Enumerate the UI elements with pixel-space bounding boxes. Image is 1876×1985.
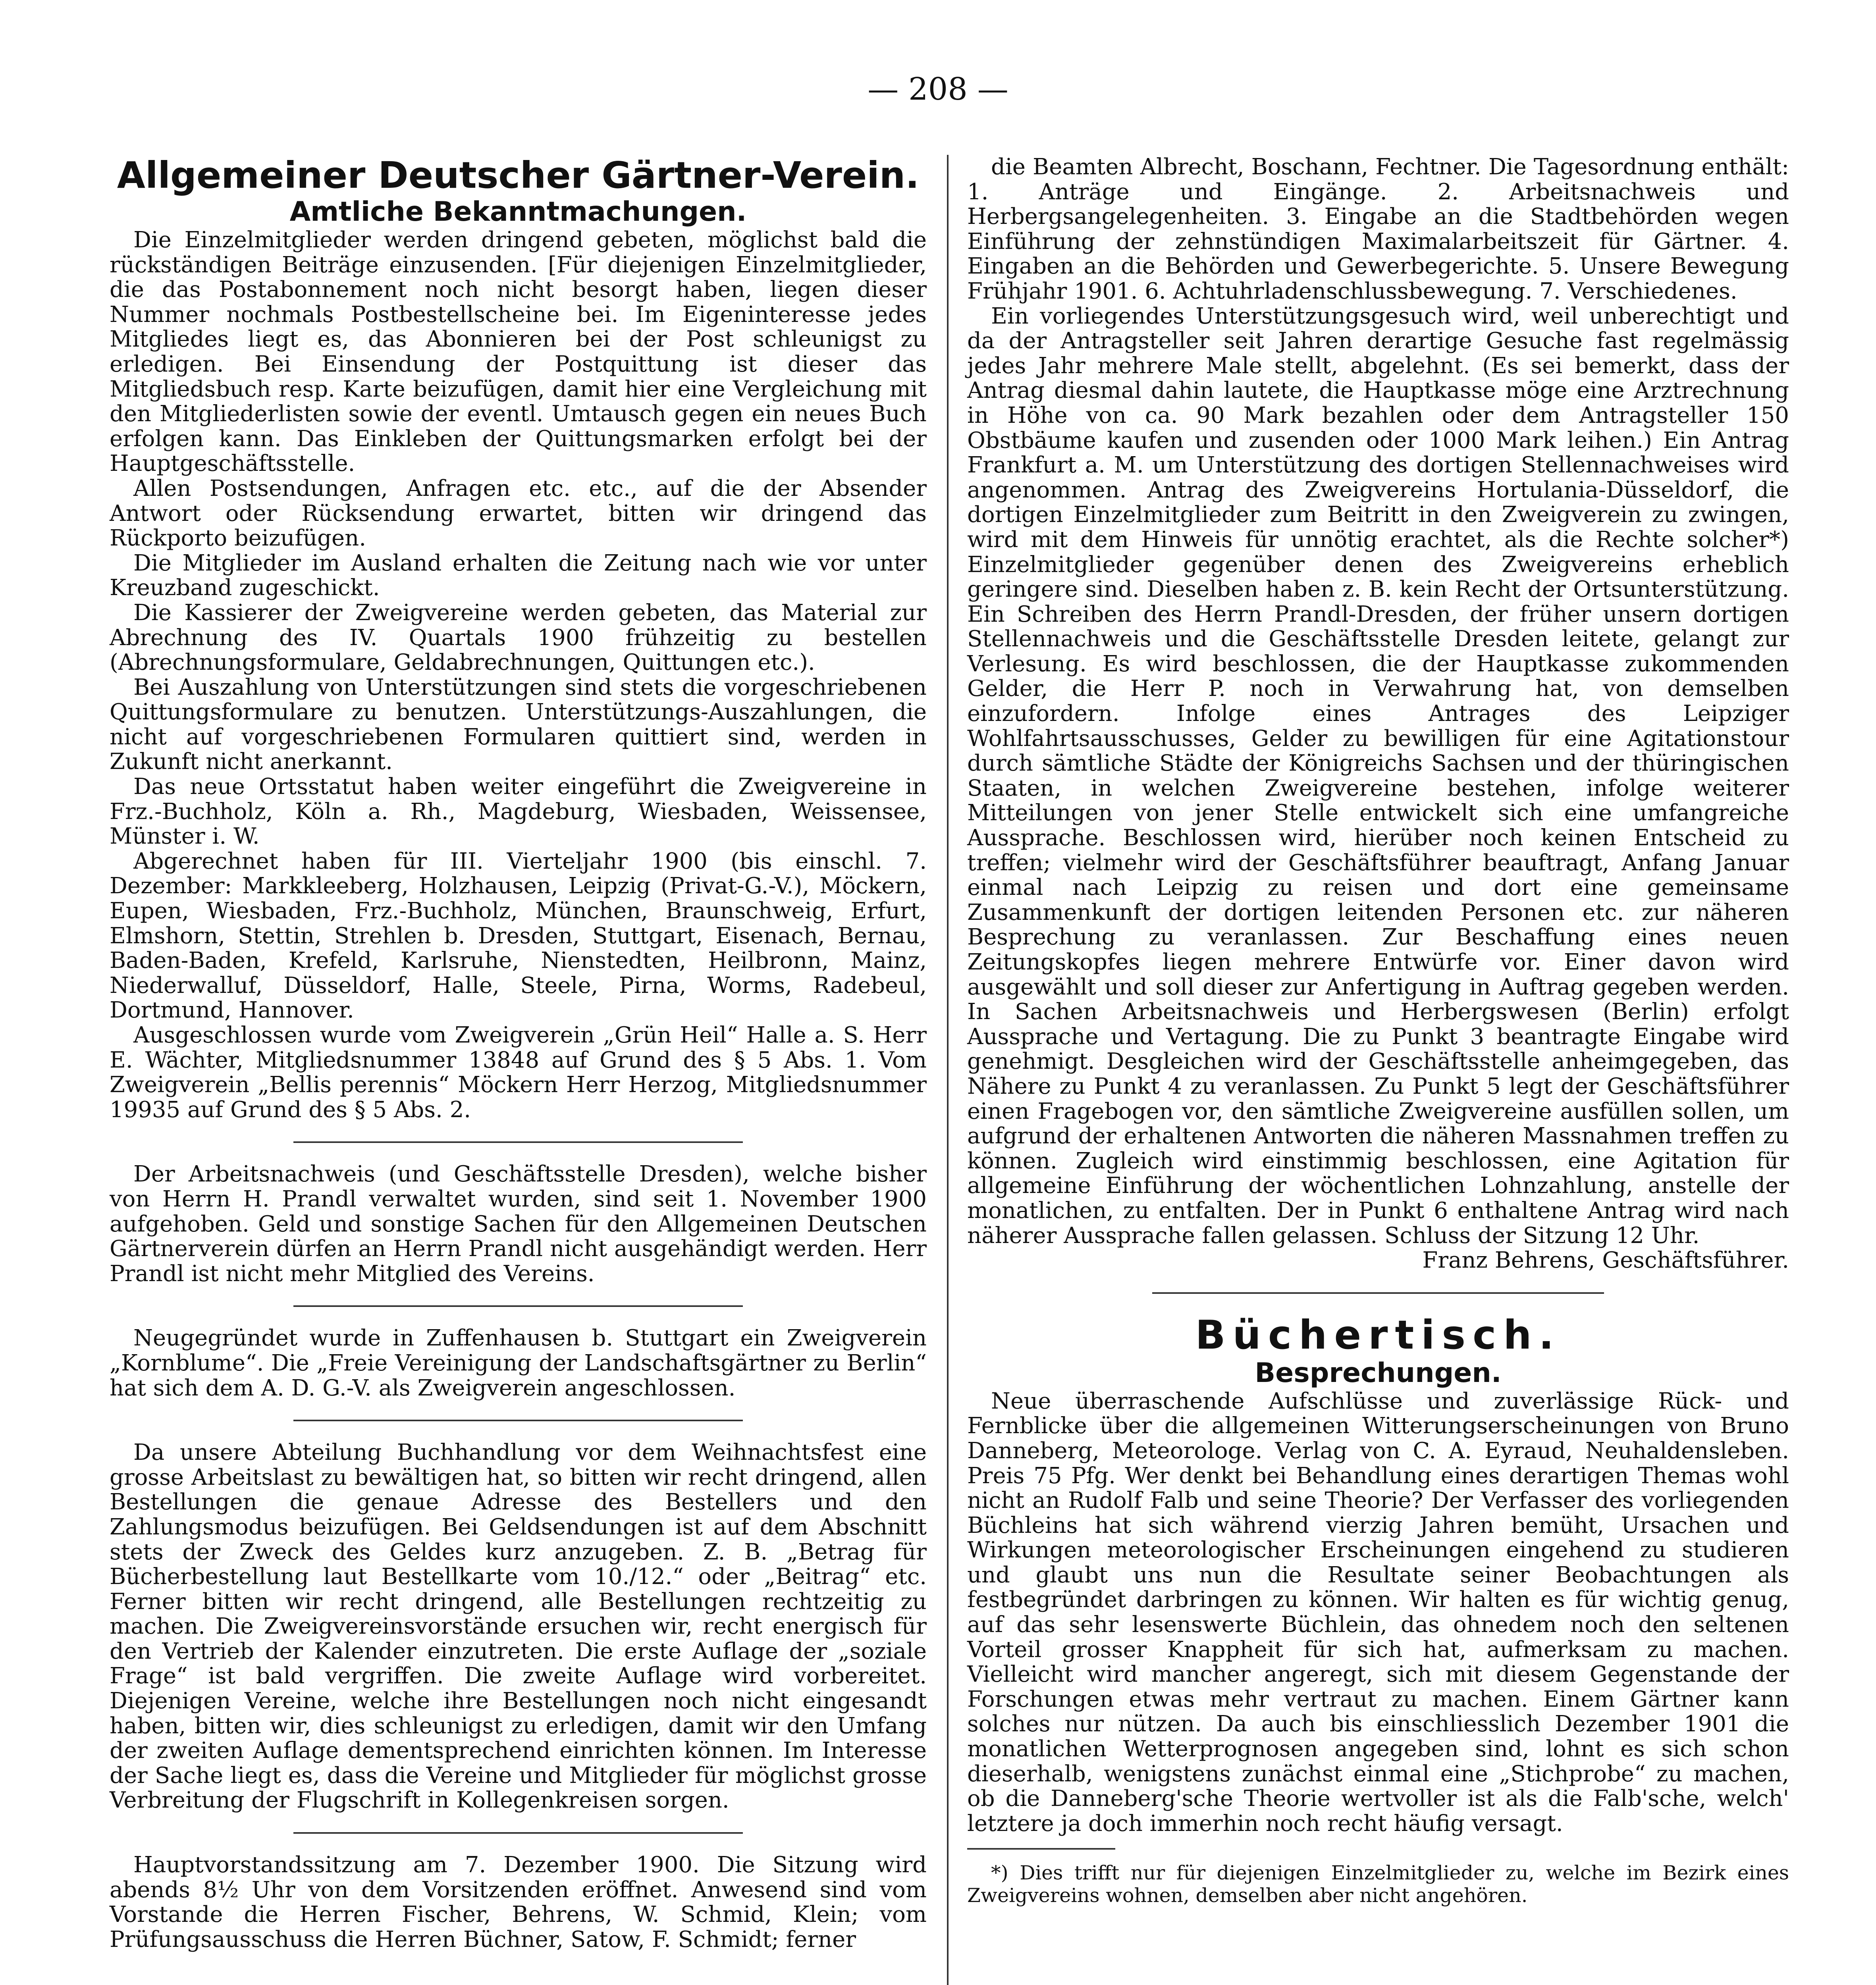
divider bbox=[293, 1141, 743, 1143]
divider bbox=[1152, 1292, 1604, 1294]
divider bbox=[293, 1832, 743, 1834]
book-review: Neue überraschende Aufschlüsse und zuverlässige Rück- und Fernblicke über die allgemeinen Witterungserscheinungen von Bruno Danneberg, Meteorologe. Verlag von C. A. Eyraud, Neuhaldensleben. Preis 75 Pfg. Wer denkt bei Behandlung eines derartigen Themas wohl nicht an Rudolf Falb und seine Theorie? Der Verfasser des vorliegenden Büchleins hat sich während vierzig Jahren bemüht, Ursachen und Wirkungen meteorologischer Erscheinungen eingehend zu studieren und glaubt uns nun die Resultate seiner Beobachtungen als festbegründet darbringen zu können. Wir halten es für wichtig genug, auf das sehr lesenswerte Büchlein, das ohnedem noch den seltenen Vorteil grosser Knappheit für sich hat, aufmerksam zu machen. Vielleicht wird mancher angeregt, sich mit diesem Gegenstande der Forschungen etwas mehr vertraut zu machen. Einem Gärtner kann solches nur nützen. Da auch bis einschliesslich Dezember 1901 die monatlichen Wetterprognosen angegeben sind, lohnt es sich schon dieserhalb, wenigstens zunächst einmal eine „Stichprobe“ zu machen, ob die Danneberg'sche Theorie wertvoller ist als die Falb'sche, welch' letztere ja doch immerhin noch recht häufig versagt. bbox=[967, 1388, 1789, 1837]
footnote: *) Dies trifft nur für diejenigen Einzelmitglieder zu, welche im Bezirk eines Zweigvereins wohnen, demselben aber nicht angehören. bbox=[967, 1862, 1789, 1907]
notice-abgerechnet: Abgerechnet haben für III. Vierteljahr 1900 (bis einschl. 7. Dezember: Markkleeberg, Holzhausen, Leipzig (Privat-G.-V.), Möckern, Eupen, Wiesbaden, Frz.-Buchholz, München, Braunschweig, Erfurt, Elmshorn, Stettin, Strehlen b. Dresden, Stuttgart, Eisenach, Bernau, Baden-Baden, Krefeld, Karlsruhe, Nienstedten, Heilbronn, Mainz, Niederwalluf, Düsseldorf, Halle, Steele, Pirna, Worms, Radebeul, Dortmund, Hannover. bbox=[110, 848, 927, 1023]
signature: Franz Behrens, Geschäftsführer. bbox=[1422, 1247, 1789, 1274]
notice-ortsstatut: Das neue Ortsstatut haben weiter eingeführt die Zweigvereine in Frz.-Buchholz, Köln a. Rh., Magdeburg, Wiesbaden, Weissensee, Münster i. W. bbox=[110, 774, 927, 850]
divider bbox=[293, 1420, 743, 1421]
notice-postsendungen: Allen Postsendungen, Anfragen etc. etc., auf die der Absender Antwort oder Rücksendung erwartet, bitten wir dringend das Rückporto beizufügen. bbox=[110, 475, 927, 551]
sitzung-beschluesse: Ein vorliegendes Unterstützungsgesuch wird, weil unberechtigt und da der Antragsteller seit Jahren derartige Gesuche fast regelmässig jedes Jahr mehrere Male stellt, abgelehnt. (Es sei bemerkt, dass der Antrag diesmal dahin lautete, die Hauptkasse möge eine Arztrechnung in Höhe von ca. 90 Mark bezahlen oder dem Antragsteller 150 Obstbäume kaufen und zusenden oder 1000 Mark leihen.) Ein Antrag Frankfurt a. M. um Unterstützung des dortigen Stellennachweises wird angenommen. Antrag des Zweigvereins Hortulania-Düsseldorf, die dortigen Einzelmitglieder zum Beitritt in den Zweigverein zu zwingen, wird mit dem Hinweis für unnötig erachtet, als die Rechte solcher*) Einzelmitglieder gegenüber denen des Zweigvereins erheblich geringere sind. Dieselben haben z. B. kein Recht der Ortsunterstützung. Ein Schreiben des Herrn Prandl-Dresden, der früher unsern dortigen Stellennachweis und die Geschäftsstelle Dresden leitete, gelangt zur Verlesung. Es wird beschlossen, die der Hauptkasse zukommenden Gelder, die Herr P. noch in Verwahrung hat, von demselben einzufordern. Infolge eines Antrages des Leipziger Wohlfahrtsausschusses, Gelder zu bewilligen für eine Agitationstour durch sämtliche Städte der Königreichs Sachsen und der thüringischen Staaten, in welchen Zweigvereine bestehen, infolge weiterer Mitteilungen von jener Stelle entwickelt sich eine umfangreiche Aussprache. Beschlossen wird, hierüber noch keinen Entscheid zu treffen; vielmehr wird der Geschäftsführer beauftragt, Anfang Januar einmal nach Leipzig zu reisen und dort eine gemeinsame Zusammenkunft der dortigen leitenden Personen etc. zur näheren Besprechung zu veranlassen. Zur Beschaffung eines neuen Zeitungskopfes liegen mehrere Entwürfe vor. Einer davon wird ausgewählt und soll dieser zur Anfertigung in Auftrag gegeben werden. In Sachen Arbeitsnachweis und Herbergswesen (Berlin) erfolgt Aussprache und Vertagung. Die zu Punkt 3 beantragte Eingabe wird genehmigt. Desgleichen wird der Geschäftsstelle anheimgegeben, das Nähere zu Punkt 4 zu veranlassen. Zu Punkt 5 legt der Geschäftsführer einen Fragebogen vor, den sämtliche Zweigvereine ausfüllen sollen, um aufgrund der erhaltenen Antworten die näheren Massnahmen treffen zu können. Zugleich wird einstimmig beschlossen, eine Agitation für allgemeine Einführung der wöchentlichen Lohnzahlung, anstelle der monatlichen, zu entfalten. Der in Punkt 6 enthaltene Antrag wird nach näherer Aussprache fallen gelassen. Schluss der Sitzung 12 Uhr. bbox=[967, 303, 1789, 1249]
notice-hauptvorstandssitzung: Hauptvorstandssitzung am 7. Dezember 1900. Die Sitzung wird abends 8½ Uhr von dem Vorsitzenden eröffnet. Anwesend sind vom Vorstande die Herren Fischer, Behrens, W. Schmid, Klein; vom Prüfungsausschuss die Herren Büchner, Satow, F. Schmidt; ferner bbox=[110, 1852, 927, 1952]
section-subtitle-besprechungen: Besprechungen. bbox=[1255, 1357, 1502, 1389]
notice-einzelmitglieder: Die Einzelmitglieder werden dringend gebeten, möglichst bald die rückständigen Beiträge einzusenden. [Für diejenigen Einzelmitglieder, die das Postabonnement noch nicht besorgt haben, liegen dieser Nummer nochmals Postbestellscheine bei. Im Eigeninteresse jedes Mitgliedes liegt es, das Abonnieren bei der Post schleunigst zu erledigen. Bei Einsendung der Postquittung ist dieser das Mitgliedsbuch resp. Karte beizufügen, damit hier eine Vergleichung mit den Mitgliederlisten sowie der eventl. Umtausch gegen ein neues Buch erfolgen kann. Das Einkleben der Quittungsmarken erfolgt bei der Hauptgeschäftsstelle. bbox=[110, 227, 927, 477]
page-number: — 208 — bbox=[868, 71, 1008, 107]
notice-buchhandlung: Da unsere Abteilung Buchhandlung vor dem Weihnachtsfest eine grosse Arbeitslast zu bewältigen hat, so bitten wir recht dringend, allen Bestellungen die genaue Adresse des Bestellers und den Zahlungsmodus beizufügen. Bei Geldsendungen ist auf dem Abschnitt stets der Zweck des Geldes kurz anzugeben. Z. B. „Betrag für Bücherbestellung laut Bestellkarte vom 10./12.“ oder „Beitrag“ etc. Ferner bitten wir recht dringend, alle Bestellungen rechtzeitig zu machen. Die Zweigvereinsvorstände ersuchen wir, recht energisch für den Vertrieb der Kalender einzutreten. Die erste Auflage der „soziale Frage“ ist bald vergriffen. Die zweite Auflage wird vorbereitet. Diejenigen Vereine, welche ihre Bestellungen noch nicht eingesandt haben, bitten wir, dies schleunigst zu erledigen, damit wir den Umfang der zweiten Auflage dementsprechend einrichten können. Im Interesse der Sache liegt es, dass die Vereine und Mitglieder für möglichst grosse Verbreitung der Flugschrift in Kollegenkreisen sorgen. bbox=[110, 1440, 927, 1813]
sitzung-continued: die Beamten Albrecht, Boschann, Fechtner. Die Tagesordnung enthält: 1. Anträge und Eingänge. 2. Arbeitsnachweis und Herbergsangelegenheiten. 3. Eingabe an die Stadtbehörden wegen Einführung der zehnstündigen Maximalarbeitszeit für Gärtner. 4. Eingaben an die Behörden und Gewerbegerichte. 5. Unsere Bewegung Frühjahr 1901. 6. Achtuhrladenschlussbewegung. 7. Verschiedenes. bbox=[967, 154, 1789, 304]
footnote-rule bbox=[967, 1848, 1115, 1850]
notice-unterstuetzungen: Bei Auszahlung von Unterstützungen sind stets die vorgeschriebenen Quittungsformulare zu benutzen. Unterstützungs-Auszahlungen, die nicht auf vorgeschriebenen Formularen quittiert sind, werden in Zukunft nicht anerkannt. bbox=[110, 674, 927, 775]
column-divider bbox=[947, 155, 949, 1985]
right-column bbox=[967, 155, 1789, 1907]
notice-ausland: Die Mitglieder im Ausland erhalten die Zeitung nach wie vor unter Kreuzband zugeschickt. bbox=[110, 550, 927, 601]
article-title: Allgemeiner Deutscher Gärtner-Verein. bbox=[117, 154, 920, 197]
notice-ausgeschlossen: Ausgeschlossen wurde vom Zweigverein „Grün Heil“ Halle a. S. Herr E. Wächter, Mitgliedsnummer 13848 auf Grund des § 5 Abs. 1. Vom Zweigverein „Bellis perennis“ Möckern Herr Herzog, Mitgliedsnummer 19935 auf Grund des § 5 Abs. 2. bbox=[110, 1022, 927, 1123]
left-column bbox=[110, 155, 927, 1952]
notice-arbeitsnachweis: Der Arbeitsnachweis (und Geschäftsstelle Dresden), welche bisher von Herrn H. Prandl verwaltet wurden, sind seit 1. November 1900 aufgehoben. Geld und sonstige Sachen für den Allgemeinen Deutschen Gärtnerverein dürfen an Herrn Prandl nicht ausgehändigt werden. Herr Prandl ist nicht mehr Mitglied des Vereins. bbox=[110, 1161, 927, 1287]
divider bbox=[293, 1305, 743, 1307]
notice-neugegruendet: Neugegründet wurde in Zuffenhausen b. Stuttgart ein Zweigverein „Kornblume“. Die „Freie Vereinigung der Landschaftsgärtner zu Berlin“ hat sich dem A. D. G.-V. als Zweigverein angeschlossen. bbox=[110, 1325, 927, 1401]
article-subtitle: Amtliche Bekanntmachungen. bbox=[289, 196, 747, 227]
notice-kassierer: Die Kassierer der Zweigvereine werden gebeten, das Material zur Abrechnung des IV. Quartals 1900 frühzeitig zu bestellen (Abrechnungsformulare, Geldabrechnungen, Quittungen etc.). bbox=[110, 599, 927, 676]
section-title-buechertisch: Büchertisch. bbox=[1195, 1311, 1561, 1358]
